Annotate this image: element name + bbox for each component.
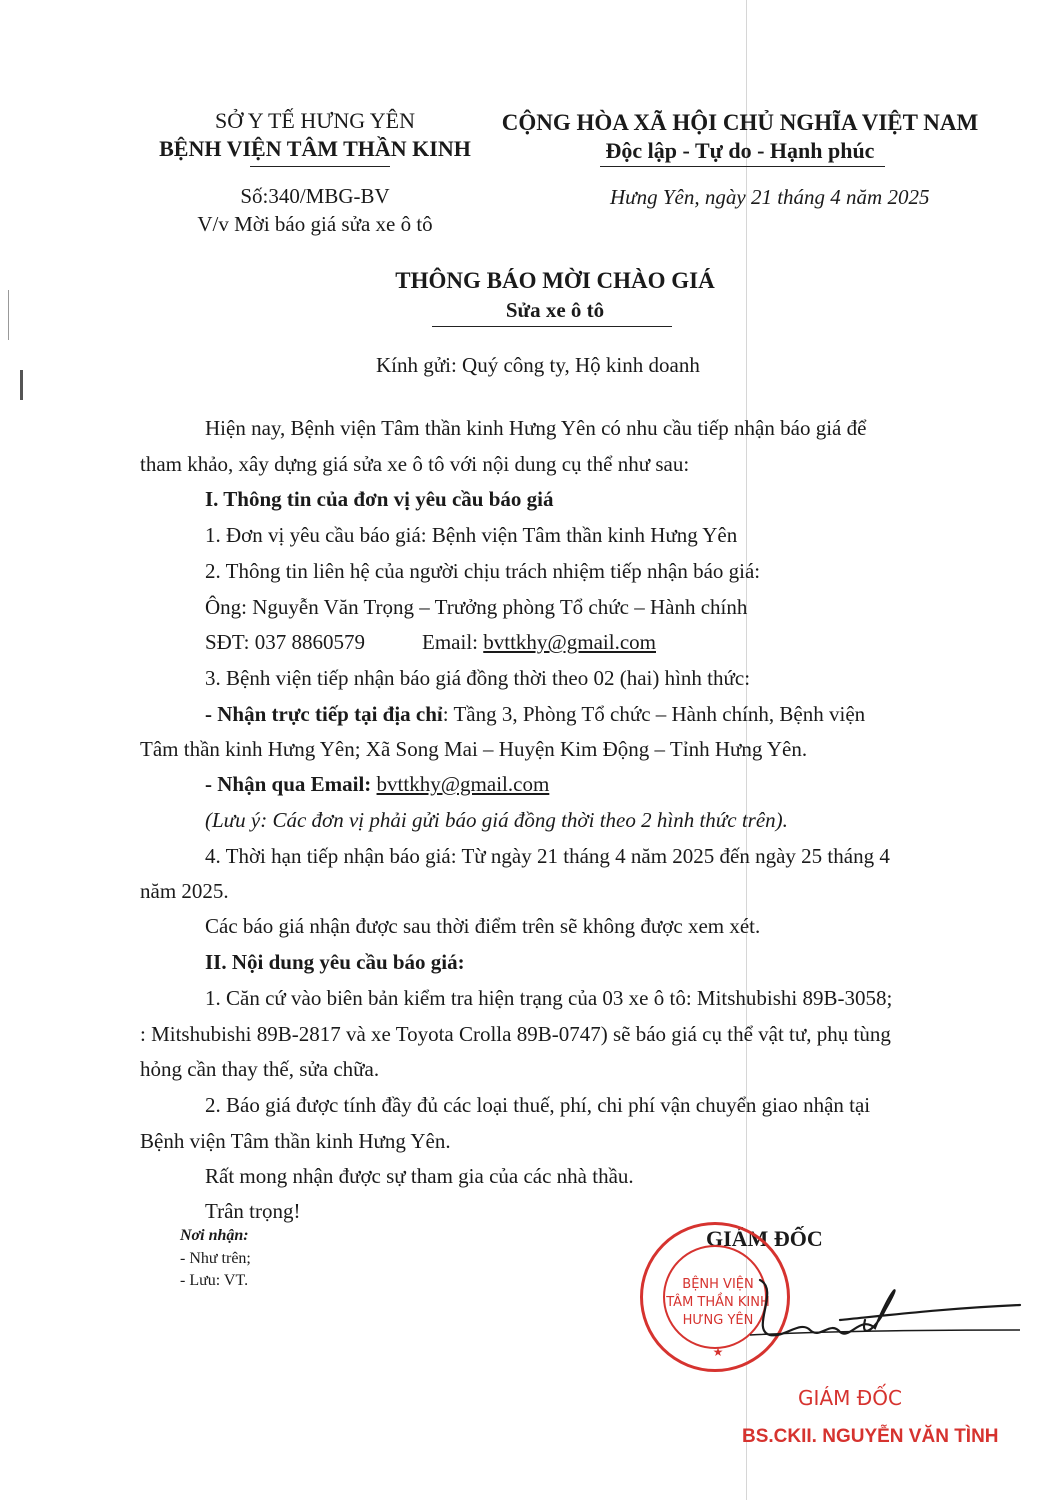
document-title: THÔNG BÁO MỜI CHÀO GIÁ — [395, 268, 715, 293]
contact-email-row — [422, 630, 656, 655]
email-submission-link[interactable]: bvttkhy@gmail.com — [376, 772, 550, 796]
country-name: CỘNG HÒA XÃ HỘI CHỦ NGHĨA VIỆT NAM — [501, 110, 979, 135]
requirement-1-line-3: hỏng cần thay thế, sửa chữa. — [140, 1057, 380, 1081]
intro-line-1: Hiện nay, Bệnh viện Tâm thần kinh Hưng Yên có nhu cầu tiếp nhận báo giá để — [205, 416, 867, 440]
section-1-heading: I. Thông tin của đơn vị yêu cầu báo giá — [205, 487, 554, 511]
signer-name: BS.CKII. NGUYỄN VĂN TÌNH — [742, 1426, 999, 1447]
closing: Rất mong nhận được sự tham gia của các nhà thầu. — [205, 1164, 634, 1188]
direct-submission-line — [205, 702, 865, 727]
recipient-line: Kính gửi: Quý công ty, Hộ kinh doanh — [376, 353, 700, 377]
signer-role: GIÁM ĐỐC — [706, 1226, 823, 1251]
seal-text-line-3: HƯNG YÊN — [682, 1313, 754, 1328]
document-subtitle: Sửa xe ô tô — [505, 298, 605, 322]
section-2-heading: II. Nội dung yêu cầu báo giá: — [205, 950, 465, 974]
contact-person: Ông: Nguyễn Văn Trọng – Trưởng phòng Tổ chức – Hành chính — [205, 595, 748, 619]
requirement-1-line-1: 1. Căn cứ vào biên bản kiểm tra hiện trạng của 03 xe ô tô: Mitshubishi 89B-3058; — [205, 986, 893, 1010]
seal-text-line-2: TÂM THẦN KINH — [666, 1295, 770, 1310]
seal-star-icon: ★ — [712, 1345, 724, 1359]
document-subject: V/v Mời báo giá sửa xe ô tô — [197, 212, 433, 236]
requirement-1-line-2: : Mitshubishi 89B-2817 và xe Toyota Crolla 89B-0747) sẽ báo giá cụ thể vật tư, phụ tùng — [140, 1022, 891, 1046]
document-number: Số:340/MBG-BV — [240, 184, 390, 208]
requirement-2-line-1: 2. Báo giá được tính đầy đủ các loại thuế, phí, chi phí vận chuyển giao nhận tại — [205, 1093, 871, 1117]
email-submission-colon: : — [364, 772, 377, 796]
agency-name: SỞ Y TẾ HƯNG YÊN — [215, 108, 415, 133]
late-notice: Các báo giá nhận được sau thời điểm trên sẽ không được xem xét. — [205, 914, 761, 938]
recipient-item: - Lưu: VT. — [180, 1272, 249, 1289]
item-4-line-2: năm 2025. — [140, 879, 229, 903]
contact-phone: SĐT: 037 8860579 — [205, 630, 365, 654]
organization-name: BỆNH VIỆN TÂM THẦN KINH — [159, 136, 471, 161]
stamp-role: GIÁM ĐỐC — [798, 1386, 902, 1410]
title-underline — [432, 326, 672, 327]
seal-text-line-1: BỆNH VIỆN — [682, 1277, 754, 1292]
direct-submission-address-2: Tâm thần kinh Hưng Yên; Xã Song Mai – Huyện Kim Động – Tỉnh Hưng Yên. — [140, 737, 808, 761]
place-date: Hưng Yên, ngày 21 tháng 4 năm 2025 — [610, 185, 930, 209]
header-underline-left — [250, 166, 390, 167]
email-submission-label: - Nhận qua Email — [205, 772, 365, 796]
requirement-2-line-2: Bệnh viện Tâm thần kinh Hưng Yên. — [140, 1129, 451, 1153]
direct-submission-label: - Nhận trực tiếp tại địa chỉ — [205, 702, 443, 726]
intro-line-2: tham khảo, xây dựng giá sửa xe ô tô với nội dung cụ thể như sau: — [140, 452, 690, 476]
national-motto: Độc lập - Tự do - Hạnh phúc — [605, 138, 875, 163]
email-link[interactable]: bvttkhy@gmail.com — [483, 630, 656, 654]
recipient-item: - Như trên; — [180, 1250, 251, 1267]
email-submission-line — [205, 772, 549, 797]
direct-submission-address: : Tầng 3, Phòng Tổ chức – Hành chính, Bệnh viện — [442, 702, 866, 726]
scan-artifact — [20, 370, 23, 400]
header-underline-right — [600, 166, 885, 167]
regards: Trân trọng! — [205, 1199, 301, 1223]
item-2: 2. Thông tin liên hệ của người chịu trách nhiệm tiếp nhận báo giá: — [205, 559, 761, 583]
handwritten-signature — [690, 1250, 1030, 1360]
recipients-label: Nơi nhận: — [180, 1227, 249, 1244]
item-4-line-1: 4. Thời hạn tiếp nhận báo giá: Từ ngày 21 tháng 4 năm 2025 đến ngày 25 tháng 4 — [205, 844, 890, 868]
email-label: Email: — [422, 630, 484, 654]
note: (Lưu ý: Các đơn vị phải gửi báo giá đồng thời theo 2 hình thức trên). — [205, 808, 788, 832]
item-1: 1. Đơn vị yêu cầu báo giá: Bệnh viện Tâm thần kinh Hưng Yên — [205, 523, 738, 547]
item-3: 3. Bệnh viện tiếp nhận báo giá đồng thời theo 02 (hai) hình thức: — [205, 666, 751, 690]
scan-artifact — [8, 290, 9, 340]
